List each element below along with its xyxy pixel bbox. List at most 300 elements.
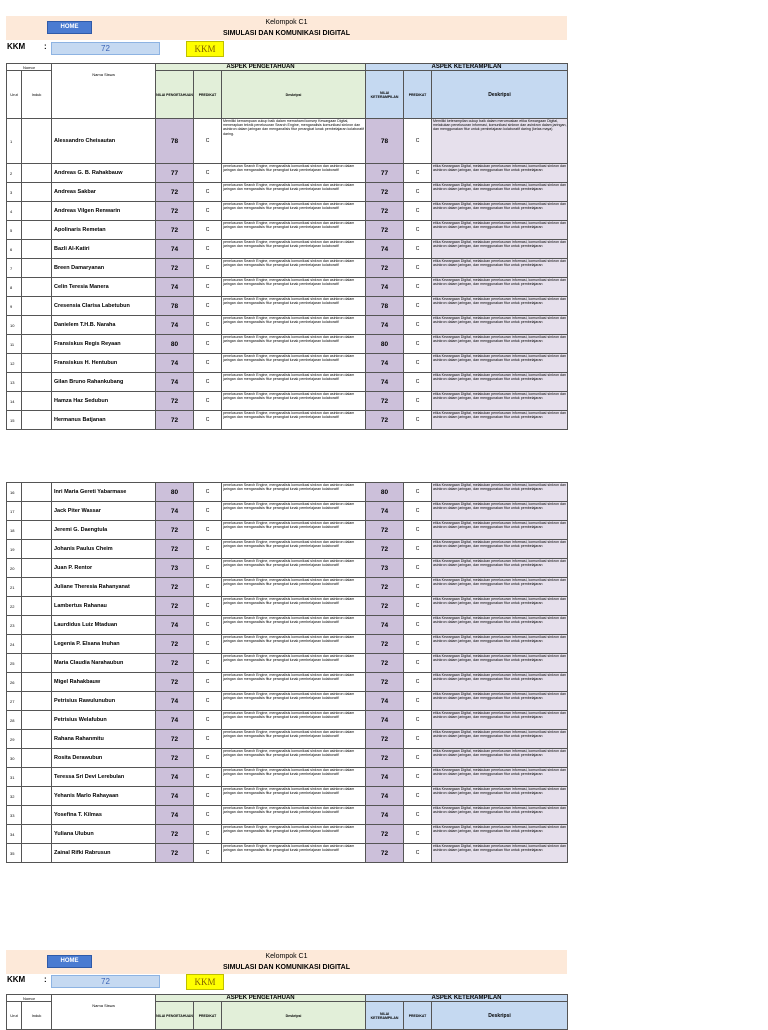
nilai-keterampilan-cell[interactable]: 72 xyxy=(366,392,404,411)
deskripsi-pengetahuan-text: penelusuran Search Engine, menganalisis komunikasi sinkron dan asinkron dalam jaringan dan menganalisis fitur perangkat lunak pembelajaran kolaboratif xyxy=(223,787,355,796)
deskripsi-keterampilan-text: etika Kewargaan Digital, melakukan penelusuran informasi, komunikasi sinkron dan asinkron dalam jaringan, dan menggunakan fitur untuk pembelajaran xyxy=(433,559,567,568)
nilai-pengetahuan-cell[interactable]: 80 xyxy=(156,483,194,502)
nilai-keterampilan-cell[interactable]: 74 xyxy=(366,616,404,635)
nilai-pengetahuan-cell[interactable]: 72 xyxy=(156,521,194,540)
nilai-keterampilan-cell[interactable]: 72 xyxy=(366,259,404,278)
nilai-pengetahuan-cell[interactable]: 74 xyxy=(156,502,194,521)
deskripsi-keterampilan-text: etika Kewargaan Digital, melakukan penelusuran informasi, komunikasi sinkron dan asinkron dalam jaringan, dan menggunakan fitur untuk pembelajaran xyxy=(433,373,567,382)
student-row[interactable] xyxy=(7,616,568,635)
deskripsi-pengetahuan-cell xyxy=(222,730,366,749)
predikat-pengetahuan-cell: C xyxy=(194,278,222,297)
deskripsi-pengetahuan-text: penelusuran Search Engine, menganalisis komunikasi sinkron dan asinkron dalam jaringan dan menganalisis fitur perangkat lunak pembelajaran kolaboratif xyxy=(223,616,355,625)
nilai-pengetahuan-cell[interactable]: 72 xyxy=(156,202,194,221)
nilai-keterampilan-cell[interactable]: 72 xyxy=(366,540,404,559)
student-row[interactable] xyxy=(7,354,568,373)
home-button-2[interactable]: HOME xyxy=(47,955,92,968)
nilai-pengetahuan-cell[interactable]: 72 xyxy=(156,654,194,673)
deskripsi-pengetahuan-cell xyxy=(222,521,366,540)
nilai-keterampilan-cell[interactable]: 72 xyxy=(366,183,404,202)
nilai-pengetahuan-cell[interactable]: 78 xyxy=(156,119,194,164)
deskripsi-pengetahuan-cell xyxy=(222,411,366,430)
deskripsi-pengetahuan-header: Deskripsi xyxy=(222,71,366,119)
student-row[interactable] xyxy=(7,240,568,259)
predikat-keterampilan-cell: C xyxy=(404,559,432,578)
deskripsi-keterampilan-header: Deskripsi xyxy=(432,1002,568,1030)
student-row[interactable] xyxy=(7,221,568,240)
student-row[interactable] xyxy=(7,392,568,411)
student-name: Jeremi G. Daengtula xyxy=(52,521,156,540)
nilai-pengetahuan-cell[interactable]: 74 xyxy=(156,373,194,392)
deskripsi-pengetahuan-text: penelusuran Search Engine, menganalisis komunikasi sinkron dan asinkron dalam jaringan dan menganalisis fitur perangkat lunak pembelajaran kolaboratif xyxy=(223,654,355,663)
deskripsi-pengetahuan-text: penelusuran Search Engine, menganalisis komunikasi sinkron dan asinkron dalam jaringan dan menganalisis fitur perangkat lunak pembelajaran kolaboratif xyxy=(223,278,355,287)
induk-cell xyxy=(22,483,52,502)
nilai-keterampilan-cell[interactable]: 72 xyxy=(366,654,404,673)
row-number: 21 xyxy=(7,578,22,597)
deskripsi-pengetahuan-text: penelusuran Search Engine, menganalisis komunikasi sinkron dan asinkron dalam jaringan dan menganalisis fitur perangkat lunak pembelajaran kolaboratif xyxy=(223,711,355,720)
predikat-keterampilan-cell: C xyxy=(404,749,432,768)
nilai-keterampilan-cell[interactable]: 74 xyxy=(366,502,404,521)
kkm-label-2: KKM xyxy=(7,975,26,984)
student-row[interactable] xyxy=(7,119,568,164)
induk-cell xyxy=(22,521,52,540)
induk-cell xyxy=(22,240,52,259)
nilai-keterampilan-cell[interactable]: 72 xyxy=(366,635,404,654)
nilai-keterampilan-cell[interactable]: 77 xyxy=(366,164,404,183)
nilai-pengetahuan-cell[interactable]: 72 xyxy=(156,635,194,654)
deskripsi-keterampilan-text: etika Kewargaan Digital, melakukan penelusuran informasi, komunikasi sinkron dan asinkron dalam jaringan, dan menggunakan fitur untuk pembelajaran xyxy=(433,654,567,663)
deskripsi-pengetahuan-text: penelusuran Search Engine, menganalisis komunikasi sinkron dan asinkron dalam jaringan dan menganalisis fitur perangkat lunak pembelajaran kolaboratif xyxy=(223,692,355,701)
deskripsi-keterampilan-text: etika Kewargaan Digital, melakukan penelusuran informasi, komunikasi sinkron dan asinkron dalam jaringan, dan menggunakan fitur untuk pembelajaran xyxy=(433,692,567,701)
deskripsi-pengetahuan-cell xyxy=(222,559,366,578)
student-row[interactable] xyxy=(7,540,568,559)
nilai-pengetahuan-cell[interactable]: 74 xyxy=(156,240,194,259)
row-number: 13 xyxy=(7,373,22,392)
predikat-pengetahuan-cell: C xyxy=(194,844,222,863)
nilai-pengetahuan-cell[interactable]: 72 xyxy=(156,730,194,749)
deskripsi-pengetahuan-text: penelusuran Search Engine, menganalisis komunikasi sinkron dan asinkron dalam jaringan dan menganalisis fitur perangkat lunak pembelajaran kolaboratif xyxy=(223,540,355,549)
student-row[interactable] xyxy=(7,278,568,297)
deskripsi-keterampilan-text: etika Kewargaan Digital, melakukan penelusuran informasi, komunikasi sinkron dan asinkron dalam jaringan, dan menggunakan fitur untuk pembelajaran xyxy=(433,806,567,815)
deskripsi-pengetahuan-cell xyxy=(222,787,366,806)
induk-cell xyxy=(22,673,52,692)
deskripsi-keterampilan-cell xyxy=(432,221,568,240)
deskripsi-pengetahuan-text: penelusuran Search Engine, menganalisis komunikasi sinkron dan asinkron dalam jaringan dan menganalisis fitur perangkat lunak pembelajaran kolaboratif xyxy=(223,316,355,325)
nilai-keterampilan-cell[interactable]: 72 xyxy=(366,844,404,863)
student-name: Cresensia Clarisa Labetubun xyxy=(52,297,156,316)
nilai-pengetahuan-cell[interactable]: 74 xyxy=(156,806,194,825)
deskripsi-keterampilan-cell xyxy=(432,711,568,730)
row-number: 1 xyxy=(7,119,22,164)
deskripsi-keterampilan-cell xyxy=(432,540,568,559)
student-name: Hermanus Batjanan xyxy=(52,411,156,430)
predikat-pengetahuan-cell: C xyxy=(194,806,222,825)
deskripsi-keterampilan-text: etika Kewargaan Digital, melakukan penelusuran informasi, komunikasi sinkron dan asinkron dalam jaringan, dan menggunakan fitur untuk pembelajaran xyxy=(433,297,567,306)
nilai-pengetahuan-cell[interactable]: 72 xyxy=(156,221,194,240)
student-row[interactable] xyxy=(7,316,568,335)
student-row[interactable] xyxy=(7,373,568,392)
student-name: Gilan Bruno Rahankubang xyxy=(52,373,156,392)
row-number: 24 xyxy=(7,635,22,654)
nilai-keterampilan-cell[interactable]: 74 xyxy=(366,240,404,259)
predikat-pengetahuan-cell: C xyxy=(194,578,222,597)
nilai-keterampilan-cell[interactable]: 74 xyxy=(366,278,404,297)
student-name: Laurdidus Luiz Mtaduan xyxy=(52,616,156,635)
nama-header: Nama Siswa xyxy=(52,64,156,119)
student-row[interactable] xyxy=(7,502,568,521)
student-row[interactable] xyxy=(7,411,568,430)
nilai-keterampilan-cell[interactable]: 72 xyxy=(366,673,404,692)
student-row[interactable] xyxy=(7,692,568,711)
predikat-pengetahuan-cell: C xyxy=(194,483,222,502)
nomor-header: Nomor xyxy=(7,64,52,71)
deskripsi-pengetahuan-text: Memiliki kemampuan cukup baik dalam memahami konsep Kewargaan Digital, menerapkan teknik penelusuran Search Engine, menganalisis komunikasi sinkron dan asinkron dalam jaringan dan menganalisis fitur perangkat lunak pembelajaran kolaboratif daring. xyxy=(223,119,365,136)
deskripsi-keterampilan-cell xyxy=(432,787,568,806)
kkm-colon: : xyxy=(44,42,47,51)
deskripsi-pengetahuan-cell xyxy=(222,578,366,597)
deskripsi-keterampilan-text: etika Kewargaan Digital, melakukan penelusuran informasi, komunikasi sinkron dan asinkron dalam jaringan, dan menggunakan fitur untuk pembelajaran xyxy=(433,183,567,192)
deskripsi-pengetahuan-text: penelusuran Search Engine, menganalisis komunikasi sinkron dan asinkron dalam jaringan dan menganalisis fitur perangkat lunak pembelajaran kolaboratif xyxy=(223,411,355,420)
student-row[interactable] xyxy=(7,483,568,502)
induk-cell xyxy=(22,335,52,354)
student-name: Apolinaris Remetan xyxy=(52,221,156,240)
row-number: 35 xyxy=(7,844,22,863)
student-name: Maria Claudia Narahaubun xyxy=(52,654,156,673)
nilai-keterampilan-cell[interactable]: 74 xyxy=(366,316,404,335)
student-row[interactable] xyxy=(7,335,568,354)
deskripsi-pengetahuan-cell xyxy=(222,616,366,635)
deskripsi-pengetahuan-cell xyxy=(222,183,366,202)
deskripsi-pengetahuan-cell xyxy=(222,749,366,768)
student-row[interactable] xyxy=(7,597,568,616)
nilai-keterampilan-cell[interactable]: 74 xyxy=(366,806,404,825)
predikat-keterampilan-cell: C xyxy=(404,221,432,240)
predikat-pengetahuan-cell: C xyxy=(194,616,222,635)
student-row[interactable] xyxy=(7,183,568,202)
kkm-badge: KKM xyxy=(186,41,224,57)
nilai-pengetahuan-cell[interactable]: 74 xyxy=(156,768,194,787)
student-row[interactable] xyxy=(7,635,568,654)
nilai-keterampilan-cell[interactable]: 72 xyxy=(366,749,404,768)
student-name: Rahana Rahanmitu xyxy=(52,730,156,749)
nilai-keterampilan-cell[interactable]: 72 xyxy=(366,578,404,597)
predikat-pengetahuan-cell: C xyxy=(194,559,222,578)
deskripsi-keterampilan-cell xyxy=(432,654,568,673)
student-name: Lambertus Rahanau xyxy=(52,597,156,616)
deskripsi-keterampilan-text: etika Kewargaan Digital, melakukan penelusuran informasi, komunikasi sinkron dan asinkron dalam jaringan, dan menggunakan fitur untuk pembelajaran xyxy=(433,502,567,511)
group-title: Kelompok C1 xyxy=(265,19,308,26)
nilai-keterampilan-cell[interactable]: 74 xyxy=(366,354,404,373)
induk-cell xyxy=(22,221,52,240)
row-number: 23 xyxy=(7,616,22,635)
predikat-keterampilan-header: PREDIKAT xyxy=(404,1002,432,1030)
student-row[interactable] xyxy=(7,730,568,749)
student-row[interactable] xyxy=(7,259,568,278)
kkm-badge-2: KKM xyxy=(186,974,224,990)
deskripsi-keterampilan-cell xyxy=(432,825,568,844)
predikat-pengetahuan-cell: C xyxy=(194,673,222,692)
nilai-pengetahuan-header: NILAI PENGETAHUAN xyxy=(156,1002,194,1030)
deskripsi-keterampilan-text: etika Kewargaan Digital, melakukan penelusuran informasi, komunikasi sinkron dan asinkron dalam jaringan, dan menggunakan fitur untuk pembelajaran xyxy=(433,521,567,530)
deskripsi-pengetahuan-text: penelusuran Search Engine, menganalisis komunikasi sinkron dan asinkron dalam jaringan dan menganalisis fitur perangkat lunak pembelajaran kolaboratif xyxy=(223,521,355,530)
induk-cell xyxy=(22,711,52,730)
student-row[interactable] xyxy=(7,711,568,730)
predikat-pengetahuan-cell: C xyxy=(194,202,222,221)
student-name: Yehanis Marlo Rahayaan xyxy=(52,787,156,806)
predikat-keterampilan-cell: C xyxy=(404,825,432,844)
deskripsi-pengetahuan-cell xyxy=(222,711,366,730)
deskripsi-keterampilan-cell xyxy=(432,411,568,430)
nilai-pengetahuan-cell[interactable]: 72 xyxy=(156,597,194,616)
deskripsi-keterampilan-cell xyxy=(432,202,568,221)
nilai-pengetahuan-cell[interactable]: 74 xyxy=(156,354,194,373)
nilai-keterampilan-cell[interactable]: 80 xyxy=(366,483,404,502)
induk-cell xyxy=(22,411,52,430)
nilai-keterampilan-cell[interactable]: 74 xyxy=(366,373,404,392)
deskripsi-keterampilan-text: etika Kewargaan Digital, melakukan penelusuran informasi, komunikasi sinkron dan asinkron dalam jaringan, dan menggunakan fitur untuk pembelajaran xyxy=(433,392,567,401)
predikat-pengetahuan-cell: C xyxy=(194,373,222,392)
nilai-keterampilan-header: NILAI KETERAMPILAN xyxy=(366,1002,404,1030)
deskripsi-pengetahuan-cell xyxy=(222,164,366,183)
deskripsi-keterampilan-cell xyxy=(432,373,568,392)
predikat-keterampilan-cell: C xyxy=(404,616,432,635)
nilai-keterampilan-cell[interactable]: 80 xyxy=(366,335,404,354)
deskripsi-pengetahuan-text: penelusuran Search Engine, menganalisis komunikasi sinkron dan asinkron dalam jaringan dan menganalisis fitur perangkat lunak pembelajaran kolaboratif xyxy=(223,635,355,644)
nilai-pengetahuan-cell[interactable]: 72 xyxy=(156,259,194,278)
student-row[interactable] xyxy=(7,673,568,692)
student-name: Yuliana Ulubun xyxy=(52,825,156,844)
induk-header: Induk xyxy=(22,71,52,119)
student-row[interactable] xyxy=(7,787,568,806)
deskripsi-pengetahuan-cell xyxy=(222,825,366,844)
predikat-pengetahuan-cell: C xyxy=(194,597,222,616)
deskripsi-pengetahuan-text: penelusuran Search Engine, menganalisis komunikasi sinkron dan asinkron dalam jaringan dan menganalisis fitur perangkat lunak pembelajaran kolaboratif xyxy=(223,164,355,173)
nilai-pengetahuan-cell[interactable]: 72 xyxy=(156,411,194,430)
nilai-keterampilan-cell[interactable]: 72 xyxy=(366,730,404,749)
induk-cell xyxy=(22,597,52,616)
deskripsi-pengetahuan-text: penelusuran Search Engine, menganalisis komunikasi sinkron dan asinkron dalam jaringan dan menganalisis fitur perangkat lunak pembelajaran kolaboratif xyxy=(223,597,355,606)
nilai-keterampilan-cell[interactable]: 72 xyxy=(366,825,404,844)
nilai-keterampilan-cell[interactable]: 72 xyxy=(366,521,404,540)
deskripsi-keterampilan-cell xyxy=(432,730,568,749)
nilai-pengetahuan-cell[interactable]: 73 xyxy=(156,559,194,578)
predikat-pengetahuan-cell: C xyxy=(194,787,222,806)
predikat-keterampilan-cell: C xyxy=(404,521,432,540)
deskripsi-keterampilan-text: etika Kewargaan Digital, melakukan penelusuran informasi, komunikasi sinkron dan asinkron dalam jaringan, dan menggunakan fitur untuk pembelajaran xyxy=(433,635,567,644)
predikat-pengetahuan-cell: C xyxy=(194,164,222,183)
predikat-pengetahuan-cell: C xyxy=(194,540,222,559)
kkm-value-field[interactable]: 72 xyxy=(51,42,160,55)
row-number: 28 xyxy=(7,711,22,730)
row-number: 4 xyxy=(7,202,22,221)
nilai-keterampilan-cell[interactable]: 72 xyxy=(366,202,404,221)
predikat-keterampilan-cell: C xyxy=(404,806,432,825)
student-name: Andreas Sakbar xyxy=(52,183,156,202)
deskripsi-pengetahuan-cell xyxy=(222,673,366,692)
predikat-pengetahuan-cell: C xyxy=(194,411,222,430)
nilai-keterampilan-cell[interactable]: 73 xyxy=(366,559,404,578)
predikat-pengetahuan-cell: C xyxy=(194,392,222,411)
deskripsi-keterampilan-text: etika Kewargaan Digital, melakukan penelusuran informasi, komunikasi sinkron dan asinkron dalam jaringan, dan menggunakan fitur untuk pembelajaran xyxy=(433,749,567,758)
student-row[interactable] xyxy=(7,806,568,825)
row-number: 33 xyxy=(7,806,22,825)
student-name: Jack Piter Wassar xyxy=(52,502,156,521)
row-number: 5 xyxy=(7,221,22,240)
induk-cell xyxy=(22,578,52,597)
deskripsi-keterampilan-cell xyxy=(432,597,568,616)
student-row[interactable] xyxy=(7,164,568,183)
induk-cell xyxy=(22,730,52,749)
deskripsi-keterampilan-text: etika Kewargaan Digital, melakukan penelusuran informasi, komunikasi sinkron dan asinkron dalam jaringan, dan menggunakan fitur untuk pembelajaran xyxy=(433,825,567,834)
deskripsi-pengetahuan-cell xyxy=(222,597,366,616)
student-name: Inri Maria Gereti Yabarmase xyxy=(52,483,156,502)
nama-header: Nama Siswa xyxy=(52,995,156,1030)
deskripsi-keterampilan-cell xyxy=(432,335,568,354)
nilai-keterampilan-cell[interactable]: 72 xyxy=(366,221,404,240)
student-row[interactable] xyxy=(7,559,568,578)
nilai-keterampilan-cell[interactable]: 72 xyxy=(366,411,404,430)
predikat-keterampilan-cell: C xyxy=(404,119,432,164)
predikat-pengetahuan-cell: C xyxy=(194,711,222,730)
induk-cell xyxy=(22,392,52,411)
deskripsi-keterampilan-cell xyxy=(432,392,568,411)
student-row[interactable] xyxy=(7,749,568,768)
nilai-pengetahuan-header: NILAI PENGETAHUAN xyxy=(156,71,194,119)
deskripsi-pengetahuan-text: penelusuran Search Engine, menganalisis komunikasi sinkron dan asinkron dalam jaringan dan menganalisis fitur perangkat lunak pembelajaran kolaboratif xyxy=(223,183,355,192)
row-number: 10 xyxy=(7,316,22,335)
student-name: Teressa Sri Devi Lerebulan xyxy=(52,768,156,787)
row-number: 12 xyxy=(7,354,22,373)
predikat-keterampilan-cell: C xyxy=(404,692,432,711)
deskripsi-pengetahuan-cell xyxy=(222,202,366,221)
kkm-row xyxy=(6,41,567,55)
row-number: 31 xyxy=(7,768,22,787)
nilai-pengetahuan-cell[interactable]: 80 xyxy=(156,335,194,354)
nilai-keterampilan-cell[interactable]: 78 xyxy=(366,297,404,316)
deskripsi-keterampilan-text: etika Kewargaan Digital, melakukan penelusuran informasi, komunikasi sinkron dan asinkron dalam jaringan, dan menggunakan fitur untuk pembelajaran xyxy=(433,711,567,720)
row-number: 11 xyxy=(7,335,22,354)
deskripsi-pengetahuan-text: penelusuran Search Engine, menganalisis komunikasi sinkron dan asinkron dalam jaringan dan menganalisis fitur perangkat lunak pembelajaran kolaboratif xyxy=(223,768,355,777)
nilai-pengetahuan-cell[interactable]: 74 xyxy=(156,316,194,335)
student-row[interactable] xyxy=(7,825,568,844)
predikat-keterampilan-cell: C xyxy=(404,540,432,559)
row-number: 32 xyxy=(7,787,22,806)
induk-cell xyxy=(22,183,52,202)
nilai-pengetahuan-cell[interactable]: 74 xyxy=(156,711,194,730)
nilai-pengetahuan-cell[interactable]: 74 xyxy=(156,278,194,297)
student-name: Danielem T.H.B. Naraha xyxy=(52,316,156,335)
row-number: 17 xyxy=(7,502,22,521)
deskripsi-keterampilan-text: etika Kewargaan Digital, melakukan penelusuran informasi, komunikasi sinkron dan asinkron dalam jaringan, dan menggunakan fitur untuk pembelajaran xyxy=(433,278,567,287)
student-row[interactable] xyxy=(7,297,568,316)
deskripsi-pengetahuan-text: penelusuran Search Engine, menganalisis komunikasi sinkron dan asinkron dalam jaringan dan menganalisis fitur perangkat lunak pembelajaran kolaboratif xyxy=(223,483,355,492)
nilai-pengetahuan-cell[interactable]: 77 xyxy=(156,164,194,183)
induk-cell xyxy=(22,502,52,521)
deskripsi-keterampilan-cell xyxy=(432,844,568,863)
deskripsi-pengetahuan-cell xyxy=(222,335,366,354)
nilai-keterampilan-cell[interactable]: 74 xyxy=(366,768,404,787)
deskripsi-pengetahuan-text: penelusuran Search Engine, menganalisis komunikasi sinkron dan asinkron dalam jaringan dan menganalisis fitur perangkat lunak pembelajaran kolaboratif xyxy=(223,559,355,568)
nilai-pengetahuan-cell[interactable]: 74 xyxy=(156,616,194,635)
deskripsi-keterampilan-text: etika Kewargaan Digital, melakukan penelusuran informasi, komunikasi sinkron dan asinkron dalam jaringan, dan menggunakan fitur untuk pembelajaran xyxy=(433,354,567,363)
nilai-pengetahuan-cell[interactable]: 72 xyxy=(156,825,194,844)
nilai-pengetahuan-cell[interactable]: 72 xyxy=(156,673,194,692)
nilai-pengetahuan-cell[interactable]: 72 xyxy=(156,749,194,768)
student-name: Breen Damaryanan xyxy=(52,259,156,278)
row-number: 8 xyxy=(7,278,22,297)
predikat-pengetahuan-cell: C xyxy=(194,183,222,202)
predikat-pengetahuan-header: PREDIKAT xyxy=(194,1002,222,1030)
predikat-pengetahuan-cell: C xyxy=(194,749,222,768)
nilai-pengetahuan-cell[interactable]: 74 xyxy=(156,787,194,806)
nilai-pengetahuan-cell[interactable]: 72 xyxy=(156,540,194,559)
student-row[interactable] xyxy=(7,654,568,673)
deskripsi-pengetahuan-text: penelusuran Search Engine, menganalisis komunikasi sinkron dan asinkron dalam jaringan dan menganalisis fitur perangkat lunak pembelajaran kolaboratif xyxy=(223,221,355,230)
student-name: Yosefina T. Kilmas xyxy=(52,806,156,825)
student-name: Fransiskus Regis Reyaan xyxy=(52,335,156,354)
kkm-value-field-2[interactable]: 72 xyxy=(51,975,160,988)
deskripsi-pengetahuan-text: penelusuran Search Engine, menganalisis komunikasi sinkron dan asinkron dalam jaringan dan menganalisis fitur perangkat lunak pembelajaran kolaboratif xyxy=(223,202,355,211)
predikat-pengetahuan-cell: C xyxy=(194,119,222,164)
predikat-pengetahuan-header: PREDIKAT xyxy=(194,71,222,119)
nilai-pengetahuan-cell[interactable]: 72 xyxy=(156,844,194,863)
deskripsi-pengetahuan-cell xyxy=(222,259,366,278)
student-name: Andreas G. B. Rahakbauw xyxy=(52,164,156,183)
nilai-pengetahuan-cell[interactable]: 74 xyxy=(156,692,194,711)
nilai-pengetahuan-cell[interactable]: 72 xyxy=(156,392,194,411)
deskripsi-keterampilan-cell xyxy=(432,749,568,768)
deskripsi-pengetahuan-text: penelusuran Search Engine, menganalisis komunikasi sinkron dan asinkron dalam jaringan dan menganalisis fitur perangkat lunak pembelajaran kolaboratif xyxy=(223,844,355,853)
nilai-keterampilan-cell[interactable]: 74 xyxy=(366,711,404,730)
nilai-keterampilan-cell[interactable]: 78 xyxy=(366,119,404,164)
deskripsi-keterampilan-cell xyxy=(432,354,568,373)
deskripsi-keterampilan-text: Memiliki keterampilan cukup baik dalam merumuskan etika Kewargaan Digital, melakukan penelusuran informasi, komunikasi sinkron dan asinkron dalam jaringan, dan menggunakan fitur untuk pembelajaran kolaboratif daring (kelas maya) xyxy=(433,119,567,132)
nilai-pengetahuan-cell[interactable]: 72 xyxy=(156,183,194,202)
nilai-pengetahuan-cell[interactable]: 78 xyxy=(156,297,194,316)
nilai-keterampilan-cell[interactable]: 74 xyxy=(366,787,404,806)
student-row[interactable] xyxy=(7,202,568,221)
nilai-pengetahuan-cell[interactable]: 72 xyxy=(156,578,194,597)
deskripsi-pengetahuan-text: penelusuran Search Engine, menganalisis komunikasi sinkron dan asinkron dalam jaringan dan menganalisis fitur perangkat lunak pembelajaran kolaboratif xyxy=(223,354,355,363)
deskripsi-pengetahuan-cell xyxy=(222,297,366,316)
student-name: Juan P. Rentor xyxy=(52,559,156,578)
deskripsi-keterampilan-text: etika Kewargaan Digital, melakukan penelusuran informasi, komunikasi sinkron dan asinkron dalam jaringan, dan menggunakan fitur untuk pembelajaran xyxy=(433,240,567,249)
student-row[interactable] xyxy=(7,521,568,540)
student-row[interactable] xyxy=(7,844,568,863)
induk-cell xyxy=(22,787,52,806)
row-number: 16 xyxy=(7,483,22,502)
aspek-keterampilan-header: ASPEK KETERAMPILAN xyxy=(366,995,568,1002)
induk-cell xyxy=(22,373,52,392)
student-row[interactable] xyxy=(7,578,568,597)
nilai-keterampilan-cell[interactable]: 74 xyxy=(366,692,404,711)
deskripsi-keterampilan-text: etika Kewargaan Digital, melakukan penelusuran informasi, komunikasi sinkron dan asinkron dalam jaringan, dan menggunakan fitur untuk pembelajaran xyxy=(433,616,567,625)
deskripsi-pengetahuan-text: penelusuran Search Engine, menganalisis komunikasi sinkron dan asinkron dalam jaringan dan menganalisis fitur perangkat lunak pembelajaran kolaboratif xyxy=(223,578,355,587)
row-number: 14 xyxy=(7,392,22,411)
student-row[interactable] xyxy=(7,768,568,787)
report-header xyxy=(6,16,567,40)
row-number: 18 xyxy=(7,521,22,540)
student-name: Petrisius Welafubun xyxy=(52,711,156,730)
deskripsi-pengetahuan-cell xyxy=(222,221,366,240)
student-name: Fransiskus H. Hentubun xyxy=(52,354,156,373)
home-button[interactable]: HOME xyxy=(47,21,92,34)
nilai-keterampilan-cell[interactable]: 72 xyxy=(366,597,404,616)
predikat-keterampilan-cell: C xyxy=(404,730,432,749)
deskripsi-pengetahuan-cell xyxy=(222,483,366,502)
deskripsi-pengetahuan-cell xyxy=(222,635,366,654)
induk-cell xyxy=(22,316,52,335)
deskripsi-keterampilan-cell xyxy=(432,692,568,711)
